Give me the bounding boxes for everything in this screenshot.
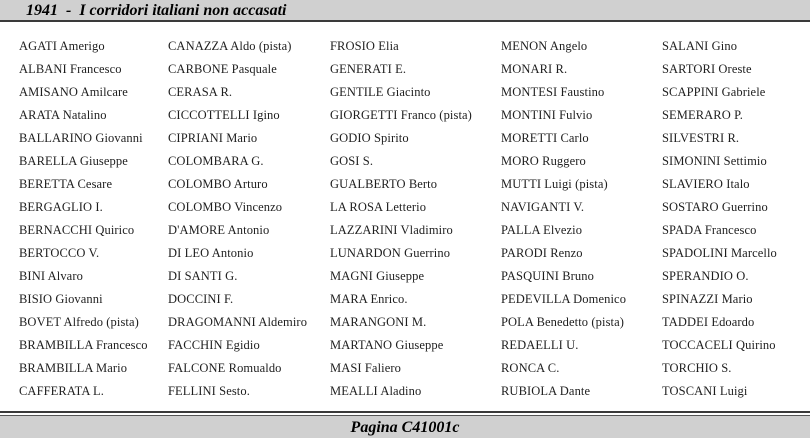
rider-name: GODIO Spirito: [330, 131, 409, 145]
rider-name: LUNARDON Guerrino: [330, 246, 451, 260]
rider-name: CIPRIANI Mario: [168, 131, 258, 145]
rider-name: SIMONINI Settimio: [662, 154, 767, 168]
rider-name: MARANGONI M.: [330, 315, 427, 329]
rider-name: SLAVIERO Italo: [662, 177, 750, 191]
rider-name: FACCHIN Egidio: [168, 338, 260, 352]
rider-name: SPADA Francesco: [662, 223, 757, 237]
rider-name: BERNACCHI Quirico: [19, 223, 135, 237]
rider-name: TOSCANI Luigi: [662, 384, 748, 398]
riders-columns: [0, 36, 810, 406]
riders-column-2: [168, 36, 307, 404]
rider-name: SOSTARO Guerrino: [662, 200, 768, 214]
rider-name: SPINAZZI Mario: [662, 292, 753, 306]
rider-name: MONARI R.: [501, 62, 568, 76]
rider-name: BRAMBILLA Francesco: [19, 338, 148, 352]
page-number: Pagina C41001c: [350, 419, 460, 436]
rider-name: RONCA C.: [501, 361, 560, 375]
rider-name: SARTORI Oreste: [662, 62, 752, 76]
rider-name: CARBONE Pasquale: [168, 62, 277, 76]
rider-name: SPERANDIO O.: [662, 269, 749, 283]
rider-name: CICCOTTELLI Igino: [168, 108, 280, 122]
rider-name: MASI Faliero: [330, 361, 401, 375]
rider-name: PARODI Renzo: [501, 246, 583, 260]
rider-name: PEDEVILLA Domenico: [501, 292, 627, 306]
riders-column-4: [501, 36, 626, 404]
rider-name: TADDEI Edoardo: [662, 315, 755, 329]
rider-name: SILVESTRI R.: [662, 131, 740, 145]
rider-name: MONTESI Faustino: [501, 85, 605, 99]
rider-name: CAFFERATA L.: [19, 384, 104, 398]
rider-name: FALCONE Romualdo: [168, 361, 282, 375]
rider-name: POLA Benedetto (pista): [501, 315, 625, 329]
rider-name: AGATI Amerigo: [19, 39, 105, 53]
rider-name: LA ROSA Letterio: [330, 200, 427, 214]
rider-name: RUBIOLA Dante: [501, 384, 591, 398]
rider-name: MENON Angelo: [501, 39, 588, 53]
rider-name: GOSI S.: [330, 154, 374, 168]
rider-name: BARELLA Giuseppe: [19, 154, 128, 168]
rider-name: DOCCINI F.: [168, 292, 234, 306]
rider-name: BINI Alvaro: [19, 269, 83, 283]
rider-name: BERGAGLIO I.: [19, 200, 103, 214]
rider-name: REDAELLI U.: [501, 338, 579, 352]
rider-name: MORETTI Carlo: [501, 131, 589, 145]
rider-name: BERTOCCO V.: [19, 246, 100, 260]
rider-name: DI SANTI G.: [168, 269, 238, 283]
rider-name: COLOMBO Arturo: [168, 177, 268, 191]
rider-name: CANAZZA Aldo (pista): [168, 39, 292, 53]
rider-name: TORCHIO S.: [662, 361, 732, 375]
rider-name: GENTILE Giacinto: [330, 85, 431, 99]
rider-name: MARTANO Giuseppe: [330, 338, 444, 352]
rider-name: CERASA R.: [168, 85, 233, 99]
rider-name: MAGNI Giuseppe: [330, 269, 425, 283]
rider-name: SEMERARO P.: [662, 108, 743, 122]
page-title: 1941 - I corridori italiani non accasati: [26, 2, 287, 19]
rider-name: COLOMBO Vincenzo: [168, 200, 283, 214]
rider-name: TOCCACELI Quirino: [662, 338, 776, 352]
rider-name: LAZZARINI Vladimiro: [330, 223, 453, 237]
rider-name: AMISANO Amilcare: [19, 85, 128, 99]
rider-name: BALLARINO Giovanni: [19, 131, 143, 145]
rider-name: GUALBERTO Berto: [330, 177, 438, 191]
rider-name: D'AMORE Antonio: [168, 223, 270, 237]
header-bar: [0, 0, 810, 22]
rider-name: NAVIGANTI V.: [501, 200, 585, 214]
rider-name: BRAMBILLA Mario: [19, 361, 128, 375]
rider-name: MONTINI Fulvio: [501, 108, 593, 122]
rider-name: MEALLI Aladino: [330, 384, 422, 398]
riders-column-1: [19, 36, 148, 404]
rider-name: MUTTI Luigi (pista): [501, 177, 608, 191]
rider-name: PALLA Elvezio: [501, 223, 583, 237]
riders-column-5: [662, 36, 777, 404]
rider-name: COLOMBARA G.: [168, 154, 264, 168]
rider-name: ARATA Natalino: [19, 108, 107, 122]
rider-name: PASQUINI Bruno: [501, 269, 594, 283]
rider-name: FELLINI Sesto.: [168, 384, 250, 398]
rider-name: GENERATI E.: [330, 62, 407, 76]
rider-name: MORO Ruggero: [501, 154, 586, 168]
rider-name: SCAPPINI Gabriele: [662, 85, 766, 99]
rider-name: MARA Enrico.: [330, 292, 408, 306]
riders-column-3: [330, 36, 472, 404]
rider-name: FROSIO Elia: [330, 39, 399, 53]
rider-name: DI LEO Antonio: [168, 246, 254, 260]
footer-bar: [0, 415, 810, 438]
rider-name: SPADOLINI Marcello: [662, 246, 777, 260]
rider-name: DRAGOMANNI Aldemiro: [168, 315, 308, 329]
rider-name: ALBANI Francesco: [19, 62, 122, 76]
rider-name: BOVET Alfredo (pista): [19, 315, 139, 329]
rider-name: GIORGETTI Franco (pista): [330, 108, 472, 122]
rider-name: BERETTA Cesare: [19, 177, 113, 191]
footer-divider: [0, 411, 810, 413]
rider-name: SALANI Gino: [662, 39, 738, 53]
rider-name: BISIO Giovanni: [19, 292, 103, 306]
